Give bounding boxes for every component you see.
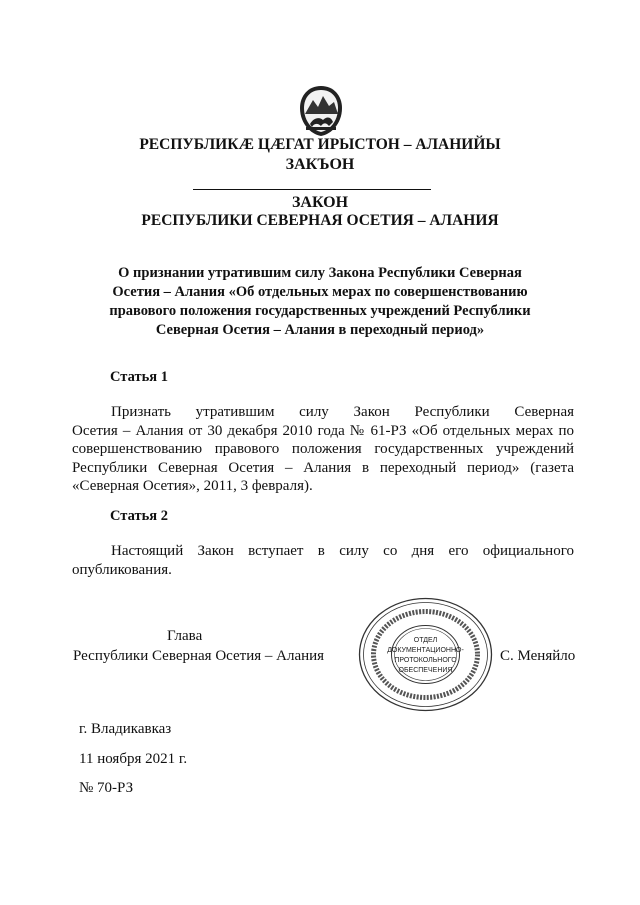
article-2-line: опубликования.	[72, 561, 172, 578]
russian-republic-header: РЕСПУБЛИКИ СЕВЕРНАЯ ОСЕТИЯ – АЛАНИЯ	[141, 212, 499, 229]
article-1-heading: Статья 1	[110, 369, 168, 385]
stamp-line: ОБЕСПЕЧЕНИЯ	[398, 667, 453, 674]
city: г. Владикавказ	[79, 721, 172, 737]
law-title	[100, 264, 540, 340]
article-1-line: совершенствованию правового положения государственных учреждений	[72, 441, 574, 458]
law-title-line: Северная Осетия – Алания в переходный период»	[155, 322, 485, 338]
stamp-line: ДОКУМЕНТАЦИОННО-	[387, 647, 464, 654]
coat-of-arms-emblem	[296, 84, 346, 138]
article-1-text	[72, 403, 574, 496]
article-2-heading: Статья 2	[110, 508, 168, 524]
russian-law-word: ЗАКОН	[291, 194, 349, 211]
official-seal-stamp	[357, 596, 494, 713]
signatory-position-org: Республики Северная Осетия – Алания	[73, 648, 325, 664]
header-divider	[193, 189, 431, 190]
law-number: № 70-РЗ	[79, 780, 134, 796]
law-title-line: О признании утратившим силу Закона Республики Северная	[118, 265, 522, 281]
article-1-line: Республики Северная Осетия – Алания в переходный период» (газета	[72, 459, 574, 476]
article-1-line: Осетия – Алания от 30 декабря 2010 года № 61-РЗ «Об отдельных мерах по	[72, 422, 574, 439]
law-title-line: правового положения государственных учреждений Республики	[109, 303, 531, 319]
article-1-line: Признать утратившим силу Закон Республики Северная	[111, 404, 574, 420]
ossetian-law-word: ЗАКЪОН	[285, 156, 355, 173]
article-1-line: «Северная Осетия», 2011, 3 февраля).	[72, 478, 313, 495]
stamp-line: ПРОТОКОЛЬНОГО	[394, 657, 457, 664]
signing-date: 11 ноября 2021 г.	[79, 751, 188, 767]
law-title-line: Осетия – Алания «Об отдельных мерах по совершенствованию	[112, 284, 528, 300]
ossetian-republic-header: РЕСПУБЛИКÆ ЦÆГАТ ИРЫСТОН – АЛАНИЙЫ	[139, 136, 501, 153]
article-2-text	[72, 542, 574, 579]
stamp-line: ОТДЕЛ	[413, 637, 438, 644]
article-2-line: Настоящий Закон вступает в силу со дня его официального	[111, 543, 574, 559]
signatory-name: С. Меняйло	[500, 648, 576, 664]
signatory-position-title: Глава	[167, 628, 203, 644]
